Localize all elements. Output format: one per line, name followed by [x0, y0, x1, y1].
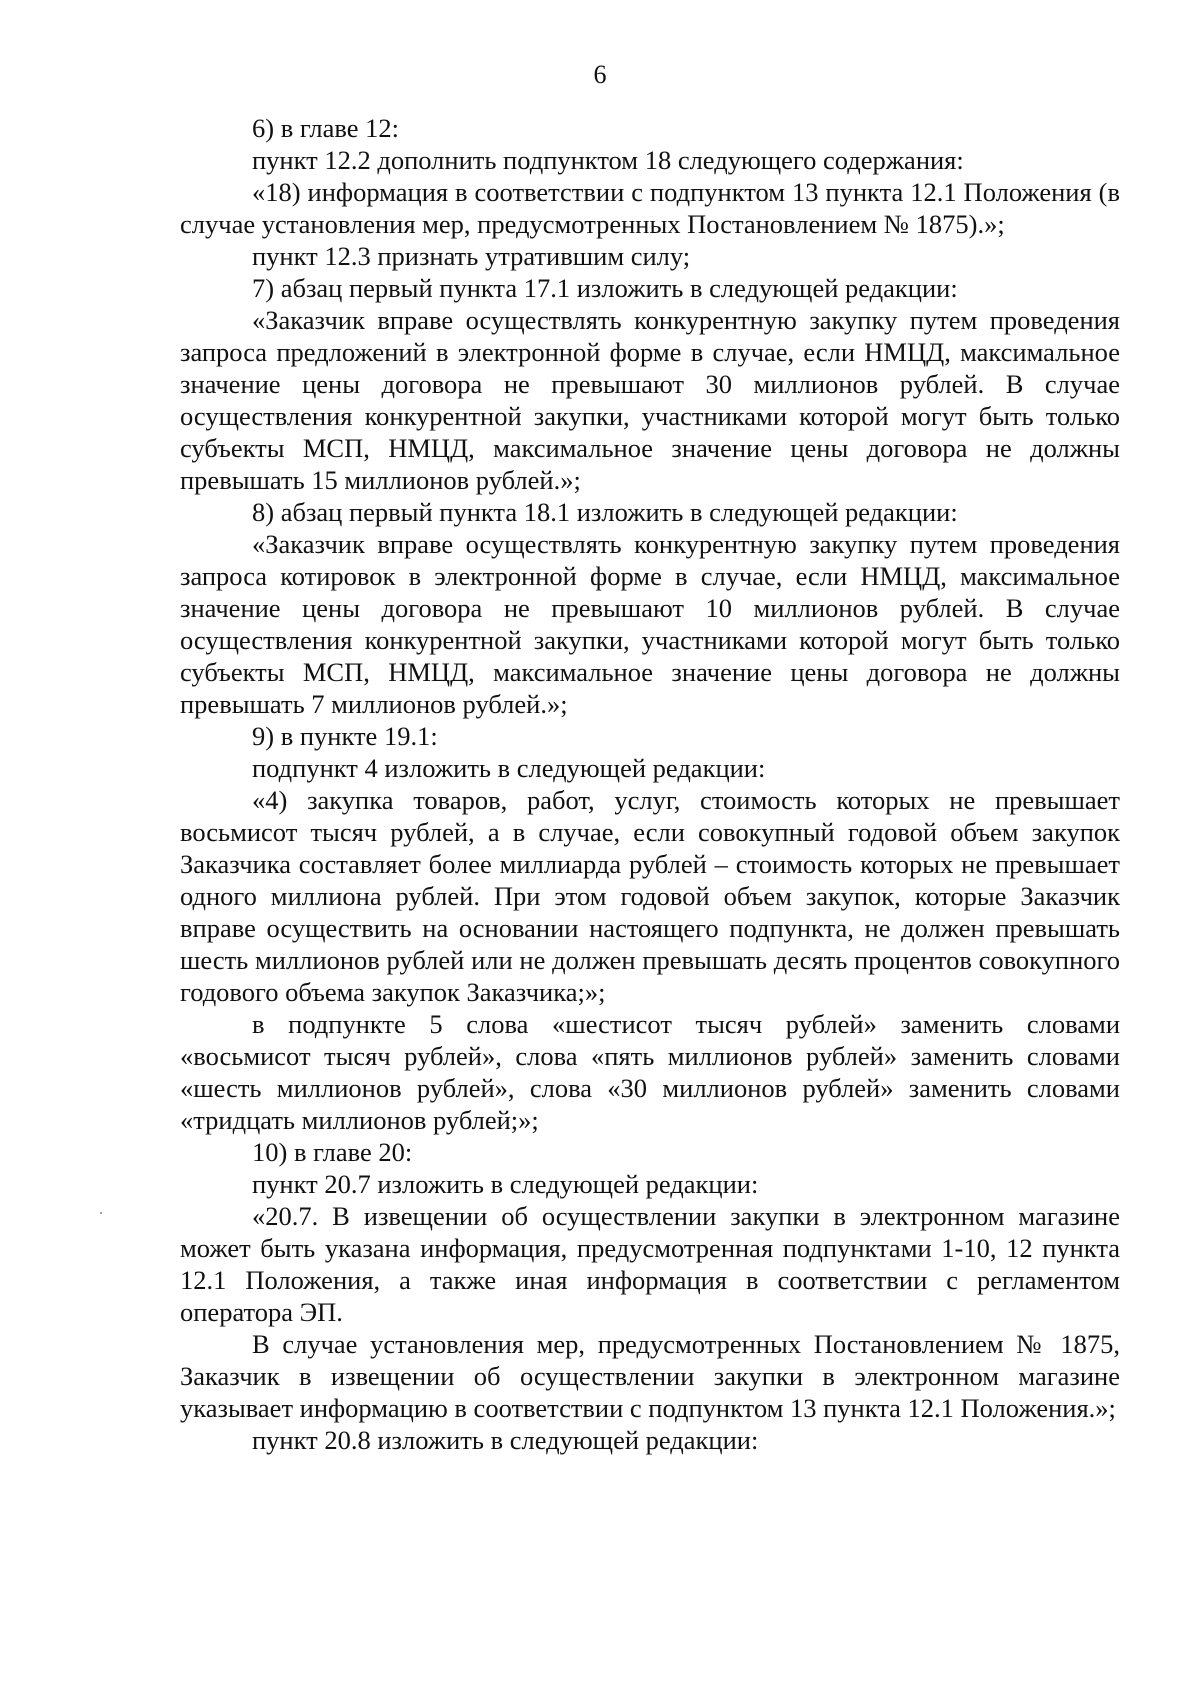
scan-dot [100, 1212, 102, 1214]
paragraph-item-8: 8) абзац первый пункта 18.1 изложить в следующей редакции: [252, 497, 958, 527]
paragraph-chapter-12: 6) в главе 12: [252, 113, 399, 143]
paragraph-point-20-7: пункт 20.7 изложить в следующей редакции: [252, 1169, 759, 1199]
paragraph-item-9: 9) в пункте 19.1: [252, 721, 438, 751]
document-body [180, 112, 1120, 1456]
paragraph-quote-17-1: «Заказчик вправе осуществлять конкурентную закупку путем проведения запроса предложений в электронной форме в случае, если НМЦД, максимальное значение цены договора не превышают 30 миллионов рублей. В случае осуществления конкурентной закупки, участниками которой могут быть только субъекты МСП, НМЦД, максимальное значение цены договора не должны превышать 15 миллионов рублей.»; [180, 305, 1120, 495]
page-number: 6 [593, 60, 607, 89]
paragraph-item-7: 7) абзац первый пункта 17.1 изложить в следующей редакции: [252, 273, 958, 303]
paragraph-quote-20-7: «20.7. В извещении об осуществлении закупки в электронном магазине может быть указана информация, предусмотренная подпунктами 1-10, 12 пункта 12.1 Положения, а также иная информация в соответствии с регламентом оператора ЭП. [180, 1201, 1120, 1327]
paragraph-subpoint-18: «18) информация в соответствии с подпунктом 13 пункта 12.1 Положения (в случае установления мер, предусмотренных Постановлением № 1875).»; [180, 177, 1120, 239]
paragraph-point-12-2: пункт 12.2 дополнить подпунктом 18 следующего содержания: [252, 145, 964, 175]
paragraph-measures: В случае установления мер, предусмотренных Постановлением № 1875, Заказчик в извещении об осуществлении закупки в электронном магазине указывает информацию в соответствии с подпунктом 13 пункта 12.1 Положения.»; [180, 1329, 1120, 1423]
paragraph-quote-subpoint-4: «4) закупка товаров, работ, услуг, стоимость которых не превышает восьмисот тысяч рублей, а в случае, если совокупный годовой объем закупок Заказчика составляет более миллиарда рублей – стоимость которых не превышает одного миллиона рублей. При этом годовой объем закупок, которые Заказчик вправе осуществить на основании настоящего подпункта, не должен превышать шесть миллионов рублей или не должен превышать десять процентов совокупного годового объема закупок Заказчика;»; [180, 785, 1120, 1007]
paragraph-point-20-8: пункт 20.8 изложить в следующей редакции: [252, 1425, 759, 1455]
paragraph-subpoint-4: подпункт 4 изложить в следующей редакции: [252, 753, 766, 783]
paragraph-item-10: 10) в главе 20: [252, 1137, 413, 1167]
paragraph-subpoint-5: в подпункте 5 слова «шестисот тысяч рублей» заменить словами «восьмисот тысяч рублей», слова «пять миллионов рублей» заменить словами «шесть миллионов рублей», слова «30 миллионов рублей» заменить словами «тридцать миллионов рублей;»; [180, 1009, 1120, 1135]
paragraph-point-12-3: пункт 12.3 признать утратившим силу; [252, 241, 691, 271]
paragraph-quote-18-1: «Заказчик вправе осуществлять конкурентную закупку путем проведения запроса котировок в электронной форме в случае, если НМЦД, максимальное значение цены договора не превышают 10 миллионов рублей. В случае осуществления конкурентной закупки, участниками которой могут быть только субъекты МСП, НМЦД, максимальное значение цены договора не должны превышать 7 миллионов рублей.»; [180, 529, 1120, 719]
